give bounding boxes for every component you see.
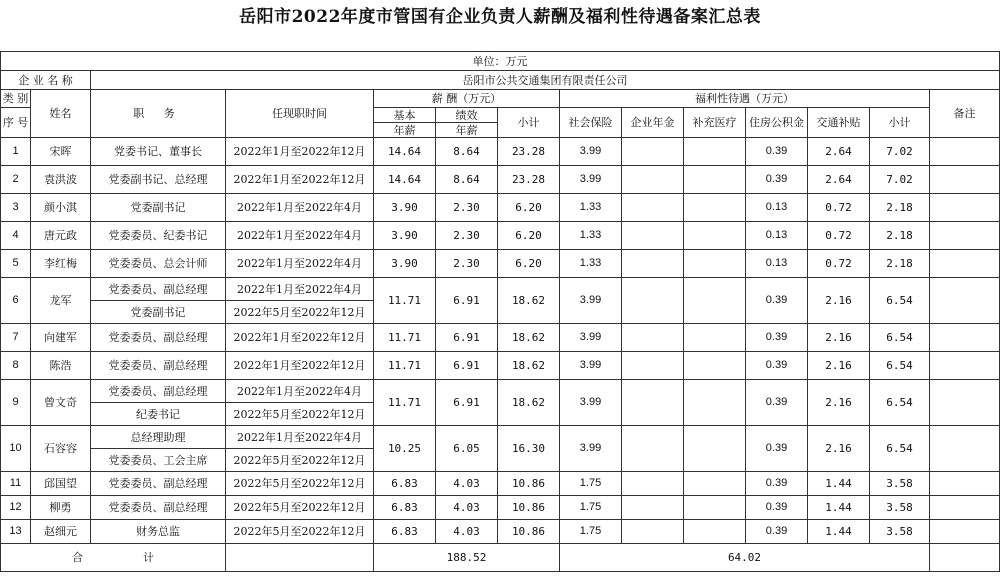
header-supp-medical: 补充医疗	[684, 108, 746, 138]
name-cell: 宋晖	[31, 138, 91, 166]
remark-cell	[930, 250, 1000, 278]
header-welfare-group: 福利性待遇（万元）	[560, 90, 930, 108]
tenure-cell: 2022年1月至2022年12月	[226, 138, 374, 166]
transport-subsidy-cell: 2.64	[808, 166, 870, 194]
supp-medical-cell	[684, 520, 746, 544]
name-cell: 石容容	[31, 426, 91, 472]
filing-summary-table	[0, 34, 1000, 572]
document-title: 岳阳市2022年度市管国有企业负责人薪酬及福利性待遇备案汇总表	[239, 7, 761, 27]
name-cell: 袁洪波	[31, 166, 91, 194]
housing-fund-cell: 0.39	[746, 352, 808, 380]
salary-subtotal-cell: 6.20	[498, 250, 560, 278]
performance-salary-cell: 2.30	[436, 250, 498, 278]
tenure-cell: 2022年1月至2022年4月	[226, 380, 374, 403]
base-salary-cell: 6.83	[374, 496, 436, 520]
social-insurance-cell: 3.99	[560, 324, 622, 352]
seq-cell: 9	[1, 380, 31, 426]
table-row	[1, 324, 1000, 352]
table-row	[1, 352, 1000, 380]
header-base: 基本	[374, 108, 436, 123]
performance-salary-cell: 4.03	[436, 496, 498, 520]
supp-medical-cell	[684, 166, 746, 194]
enterprise-annuity-cell	[622, 472, 684, 496]
transport-subsidy-cell: 2.16	[808, 380, 870, 426]
welfare-subtotal-cell: 3.58	[870, 472, 930, 496]
performance-salary-cell: 4.03	[436, 472, 498, 496]
top-spacer	[1, 34, 1000, 52]
housing-fund-cell: 0.39	[746, 138, 808, 166]
tenure-cell: 2022年1月至2022年4月	[226, 426, 374, 449]
seq-cell: 13	[1, 520, 31, 544]
name-cell: 唐元政	[31, 222, 91, 250]
base-salary-cell: 6.83	[374, 520, 436, 544]
social-insurance-cell: 3.99	[560, 352, 622, 380]
tenure-cell: 2022年5月至2022年12月	[226, 449, 374, 472]
salary-subtotal-cell: 10.86	[498, 496, 560, 520]
header-tenure: 任现职时间	[226, 90, 374, 138]
social-insurance-cell: 3.99	[560, 166, 622, 194]
enterprise-annuity-cell	[622, 352, 684, 380]
welfare-total-cell: 64.02	[560, 544, 930, 572]
enterprise-annuity-cell	[622, 426, 684, 472]
name-cell: 陈浩	[31, 352, 91, 380]
seq-cell: 10	[1, 426, 31, 472]
performance-salary-cell: 2.30	[436, 194, 498, 222]
position-cell: 总经理助理	[91, 426, 226, 449]
enterprise-annuity-cell	[622, 380, 684, 426]
salary-subtotal-cell: 10.86	[498, 472, 560, 496]
welfare-subtotal-cell: 6.54	[870, 278, 930, 324]
seq-cell: 6	[1, 278, 31, 324]
supp-medical-cell	[684, 324, 746, 352]
housing-fund-cell: 0.39	[746, 426, 808, 472]
position-cell: 纪委书记	[91, 403, 226, 426]
position-cell: 党委委员、工会主席	[91, 449, 226, 472]
housing-fund-cell: 0.39	[746, 520, 808, 544]
seq-cell: 4	[1, 222, 31, 250]
enterprise-annuity-cell	[622, 496, 684, 520]
social-insurance-cell: 1.75	[560, 496, 622, 520]
total-label-left: 合	[72, 551, 83, 564]
supp-medical-cell	[684, 222, 746, 250]
name-cell: 曾文奇	[31, 380, 91, 426]
social-insurance-cell: 1.75	[560, 520, 622, 544]
performance-salary-cell: 6.91	[436, 278, 498, 324]
social-insurance-cell: 1.75	[560, 472, 622, 496]
welfare-subtotal-cell: 2.18	[870, 222, 930, 250]
salary-subtotal-cell: 10.86	[498, 520, 560, 544]
enterprise-annuity-cell	[622, 520, 684, 544]
table-row	[1, 426, 1000, 449]
name-cell: 柳勇	[31, 496, 91, 520]
tenure-cell: 2022年1月至2022年4月	[226, 194, 374, 222]
table-row	[1, 194, 1000, 222]
transport-subsidy-cell: 2.16	[808, 426, 870, 472]
supp-medical-cell	[684, 380, 746, 426]
base-salary-cell: 3.90	[374, 250, 436, 278]
remark-cell	[930, 426, 1000, 472]
salary-subtotal-cell: 16.30	[498, 426, 560, 472]
transport-subsidy-cell: 2.16	[808, 324, 870, 352]
welfare-subtotal-cell: 6.54	[870, 426, 930, 472]
supp-medical-cell	[684, 138, 746, 166]
enterprise-annuity-cell	[622, 250, 684, 278]
housing-fund-cell: 0.13	[746, 250, 808, 278]
total-label-cell	[1, 544, 226, 572]
header-seq: 序 号	[1, 108, 31, 138]
header-category: 类 别	[1, 90, 31, 108]
supp-medical-cell	[684, 496, 746, 520]
header-enterprise-annuity: 企业年金	[622, 108, 684, 138]
housing-fund-cell: 0.13	[746, 222, 808, 250]
table-row	[1, 138, 1000, 166]
social-insurance-cell: 1.33	[560, 194, 622, 222]
transport-subsidy-cell: 0.72	[808, 250, 870, 278]
tenure-cell: 2022年1月至2022年12月	[226, 166, 374, 194]
housing-fund-cell: 0.39	[746, 472, 808, 496]
header-transport: 交通补贴	[808, 108, 870, 138]
header-perf-sub: 年薪	[436, 123, 498, 138]
header-salary-group: 薪 酬（万元）	[374, 90, 560, 108]
performance-salary-cell: 6.05	[436, 426, 498, 472]
base-salary-cell: 14.64	[374, 138, 436, 166]
seq-cell: 7	[1, 324, 31, 352]
social-insurance-cell: 3.99	[560, 426, 622, 472]
company-name: 岳阳市公共交通集团有限责任公司	[91, 71, 1000, 90]
tenure-cell: 2022年5月至2022年12月	[226, 472, 374, 496]
base-salary-cell: 10.25	[374, 426, 436, 472]
seq-cell: 12	[1, 496, 31, 520]
table-row	[1, 380, 1000, 403]
transport-subsidy-cell: 2.64	[808, 138, 870, 166]
position-cell: 财务总监	[91, 520, 226, 544]
salary-subtotal-cell: 18.62	[498, 324, 560, 352]
base-salary-cell: 11.71	[374, 380, 436, 426]
tenure-cell: 2022年1月至2022年4月	[226, 222, 374, 250]
supp-medical-cell	[684, 250, 746, 278]
name-cell: 李红梅	[31, 250, 91, 278]
welfare-subtotal-cell: 6.54	[870, 380, 930, 426]
salary-total-cell: 188.52	[374, 544, 560, 572]
welfare-subtotal-cell: 6.54	[870, 324, 930, 352]
table-row	[1, 166, 1000, 194]
remark-cell	[930, 222, 1000, 250]
name-cell: 龙军	[31, 278, 91, 324]
housing-fund-cell: 0.39	[746, 380, 808, 426]
header-housing-fund: 住房公积金	[746, 108, 808, 138]
welfare-subtotal-cell: 2.18	[870, 194, 930, 222]
position-cell: 党委委员、副总经理	[91, 496, 226, 520]
position-cell: 党委委员、副总经理	[91, 278, 226, 301]
performance-salary-cell: 8.64	[436, 166, 498, 194]
performance-salary-cell: 6.91	[436, 380, 498, 426]
tenure-cell: 2022年1月至2022年4月	[226, 278, 374, 301]
base-salary-cell: 3.90	[374, 194, 436, 222]
enterprise-annuity-cell	[622, 194, 684, 222]
performance-salary-cell: 6.91	[436, 324, 498, 352]
enterprise-annuity-cell	[622, 324, 684, 352]
seq-cell: 8	[1, 352, 31, 380]
housing-fund-cell: 0.39	[746, 278, 808, 324]
name-cell: 颜小淇	[31, 194, 91, 222]
enterprise-annuity-cell	[622, 166, 684, 194]
transport-subsidy-cell: 2.16	[808, 352, 870, 380]
position-cell: 党委委员、纪委书记	[91, 222, 226, 250]
social-insurance-cell: 1.33	[560, 222, 622, 250]
header-position: 职 务	[91, 90, 226, 138]
position-cell: 党委委员、副总经理	[91, 324, 226, 352]
table-row	[1, 250, 1000, 278]
seq-cell: 5	[1, 250, 31, 278]
remark-cell	[930, 138, 1000, 166]
header-base-sub: 年薪	[374, 123, 436, 138]
supp-medical-cell	[684, 352, 746, 380]
welfare-subtotal-cell: 7.02	[870, 138, 930, 166]
supp-medical-cell	[684, 278, 746, 324]
total-label-right: 计	[143, 551, 154, 564]
position-cell: 党委委员、副总经理	[91, 472, 226, 496]
position-cell: 党委委员、副总经理	[91, 352, 226, 380]
seq-cell: 1	[1, 138, 31, 166]
table-row	[1, 472, 1000, 496]
welfare-subtotal-cell: 2.18	[870, 250, 930, 278]
housing-fund-cell: 0.39	[746, 166, 808, 194]
supp-medical-cell	[684, 194, 746, 222]
remark-cell	[930, 324, 1000, 352]
transport-subsidy-cell: 0.72	[808, 194, 870, 222]
header-name: 姓名	[31, 90, 91, 138]
performance-salary-cell: 6.91	[436, 352, 498, 380]
salary-subtotal-cell: 18.62	[498, 352, 560, 380]
enterprise-annuity-cell	[622, 278, 684, 324]
tenure-cell: 2022年5月至2022年12月	[226, 403, 374, 426]
table-row	[1, 222, 1000, 250]
unit-label: 单位：万元	[1, 52, 1000, 71]
position-cell: 党委书记、董事长	[91, 138, 226, 166]
performance-salary-cell: 4.03	[436, 520, 498, 544]
welfare-subtotal-cell: 3.58	[870, 496, 930, 520]
social-insurance-cell: 1.33	[560, 250, 622, 278]
position-cell: 党委副书记	[91, 301, 226, 324]
position-cell: 党委副书记	[91, 194, 226, 222]
housing-fund-cell: 0.39	[746, 496, 808, 520]
remark-cell	[930, 380, 1000, 426]
name-cell: 向建军	[31, 324, 91, 352]
transport-subsidy-cell: 1.44	[808, 472, 870, 496]
total-row	[1, 544, 1000, 572]
welfare-subtotal-cell: 6.54	[870, 352, 930, 380]
position-cell: 党委委员、总会计师	[91, 250, 226, 278]
company-label: 企 业 名 称	[1, 71, 91, 90]
social-insurance-cell: 3.99	[560, 278, 622, 324]
salary-subtotal-cell: 18.62	[498, 278, 560, 324]
salary-subtotal-cell: 23.28	[498, 166, 560, 194]
base-salary-cell: 3.90	[374, 222, 436, 250]
enterprise-annuity-cell	[622, 222, 684, 250]
base-salary-cell: 11.71	[374, 278, 436, 324]
remark-cell	[930, 278, 1000, 324]
header-perf: 绩效	[436, 108, 498, 123]
tenure-cell: 2022年1月至2022年12月	[226, 352, 374, 380]
table-row	[1, 520, 1000, 544]
performance-salary-cell: 8.64	[436, 138, 498, 166]
base-salary-cell: 11.71	[374, 352, 436, 380]
table-row	[1, 278, 1000, 301]
total-tenure-blank	[226, 544, 374, 572]
seq-cell: 11	[1, 472, 31, 496]
seq-cell: 2	[1, 166, 31, 194]
remark-cell	[930, 472, 1000, 496]
remark-cell	[930, 166, 1000, 194]
social-insurance-cell: 3.99	[560, 380, 622, 426]
salary-subtotal-cell: 23.28	[498, 138, 560, 166]
transport-subsidy-cell: 2.16	[808, 278, 870, 324]
transport-subsidy-cell: 1.44	[808, 520, 870, 544]
tenure-cell: 2022年5月至2022年12月	[226, 301, 374, 324]
transport-subsidy-cell: 0.72	[808, 222, 870, 250]
table-row	[1, 496, 1000, 520]
salary-subtotal-cell: 6.20	[498, 194, 560, 222]
base-salary-cell: 11.71	[374, 324, 436, 352]
enterprise-annuity-cell	[622, 138, 684, 166]
header-social-insurance: 社会保险	[560, 108, 622, 138]
name-cell: 邱国望	[31, 472, 91, 496]
housing-fund-cell: 0.13	[746, 194, 808, 222]
position-cell: 党委委员、副总经理	[91, 380, 226, 403]
base-salary-cell: 6.83	[374, 472, 436, 496]
welfare-subtotal-cell: 7.02	[870, 166, 930, 194]
remark-cell	[930, 520, 1000, 544]
total-remark-blank	[930, 544, 1000, 572]
salary-subtotal-cell: 6.20	[498, 222, 560, 250]
base-salary-cell: 14.64	[374, 166, 436, 194]
remark-cell	[930, 194, 1000, 222]
salary-subtotal-cell: 18.62	[498, 380, 560, 426]
performance-salary-cell: 2.30	[436, 222, 498, 250]
supp-medical-cell	[684, 426, 746, 472]
social-insurance-cell: 3.99	[560, 138, 622, 166]
header-welfare-subtotal: 小计	[870, 108, 930, 138]
remark-cell	[930, 352, 1000, 380]
transport-subsidy-cell: 1.44	[808, 496, 870, 520]
tenure-cell: 2022年1月至2022年12月	[226, 324, 374, 352]
tenure-cell: 2022年5月至2022年12月	[226, 520, 374, 544]
tenure-cell: 2022年5月至2022年12月	[226, 496, 374, 520]
supp-medical-cell	[684, 472, 746, 496]
housing-fund-cell: 0.39	[746, 324, 808, 352]
name-cell: 赵细元	[31, 520, 91, 544]
header-remarks: 备注	[930, 90, 1000, 138]
seq-cell: 3	[1, 194, 31, 222]
header-subtotal: 小计	[498, 108, 560, 138]
remark-cell	[930, 496, 1000, 520]
welfare-subtotal-cell: 3.58	[870, 520, 930, 544]
position-cell: 党委副书记、总经理	[91, 166, 226, 194]
tenure-cell: 2022年1月至2022年4月	[226, 250, 374, 278]
